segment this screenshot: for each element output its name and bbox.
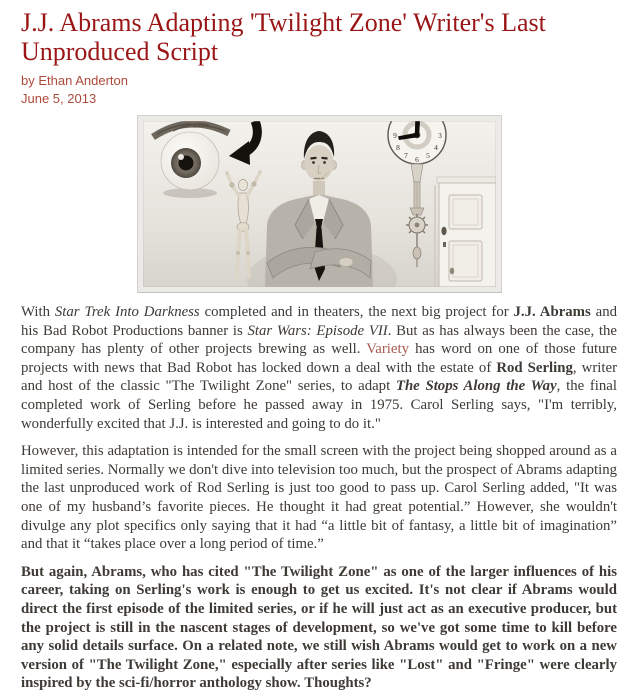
text-segment: Star Trek Into Darkness (54, 304, 200, 320)
text-segment: Star Wars: Episode VII (247, 322, 388, 339)
photo-sun-ornament (406, 214, 428, 236)
text-segment: , writer and host of the classic "The Twilight Zone" series, to adapt (21, 359, 617, 395)
page-title-line-1: J.J. Abrams Adapting 'Twilight Zone' Writer's Last (21, 8, 546, 37)
text-segment: has word on one of those future projects with news that Bad Robot has locked down a deal with the estate of (21, 341, 617, 376)
page-title-line-2: Unproduced Script (21, 37, 219, 66)
byline-block (21, 72, 617, 108)
text-segment: But again, Abrams, who has cited "The Twilight Zone" as one of the larger influences of his career, taking on Serling's work is enough to get us excited. It's not clear if Abrams would direct the first episode of the limited series, or if he will just act as an executive producer, but the project is still in the nascent stages of development, so we've got some time to kill before any solid details surface. On a related note, we still wish Abrams would get to work on a new version of "The Twilight Zone," especially after series like "Lost" and "Fringe" were clearly inspired by the sci-fi/horror anthology show. (21, 563, 617, 692)
svg-text:4: 4 (433, 143, 438, 152)
photo-door (435, 177, 496, 287)
photo-face (304, 145, 333, 181)
text-segment: The Stops Along the Way (395, 378, 557, 395)
svg-text:5: 5 (425, 151, 430, 160)
paragraph-1 (21, 303, 617, 433)
svg-text:3: 3 (437, 131, 442, 140)
svg-text:8: 8 (395, 143, 400, 152)
text-segment: Rod Serling (496, 359, 573, 376)
post-date: June 5, 2013 (21, 91, 97, 106)
text-segment: . But as has always been the case, the company has plenty of other projects brewing as well. (21, 322, 618, 358)
article-body (21, 303, 617, 693)
text-segment: However, this adaptation is intended for the small screen with the project being shopped around as a limited series. Normally we don't dive into television too much, but the prospect of Abrams adapting the last unproduced work of Rod Serling is just too good to pass up. Carol Serling added, "It was one of my husband’s favorite pieces. He thought it had great potential.” However, she wouldn't divulge any plot specifics only saying that it had “a little bit of fantasy, a little bit of imagination” and that it “takes place over a long period of time.” (21, 443, 617, 553)
paragraph-3 (21, 563, 617, 693)
text-segment: J.J. Abrams (513, 304, 591, 320)
inline-link[interactable]: Variety (366, 341, 409, 358)
text-segment: completed and in theaters, the next big project for (199, 304, 514, 320)
photo-door-handle (441, 227, 446, 235)
paragraph-2 (21, 442, 617, 554)
byline: by Ethan Anderton (21, 73, 128, 88)
svg-text:9: 9 (392, 131, 397, 140)
text-segment: , the final completed work of Serling before he passed away in 1975. Carol Serling says, "I'm terribly, wonderfully excited that J.J. is interested and going to do it." (21, 378, 617, 432)
article-image[interactable] (137, 115, 502, 293)
svg-text:6: 6 (414, 155, 419, 164)
text-segment: and his Bad Robot Productions banner is (21, 304, 618, 339)
svg-text:7: 7 (403, 151, 408, 160)
page-title (21, 8, 617, 66)
text-segment: With (21, 304, 55, 320)
rod-serling-photo-illustration (143, 121, 496, 287)
text-segment: Thoughts? (304, 675, 372, 692)
